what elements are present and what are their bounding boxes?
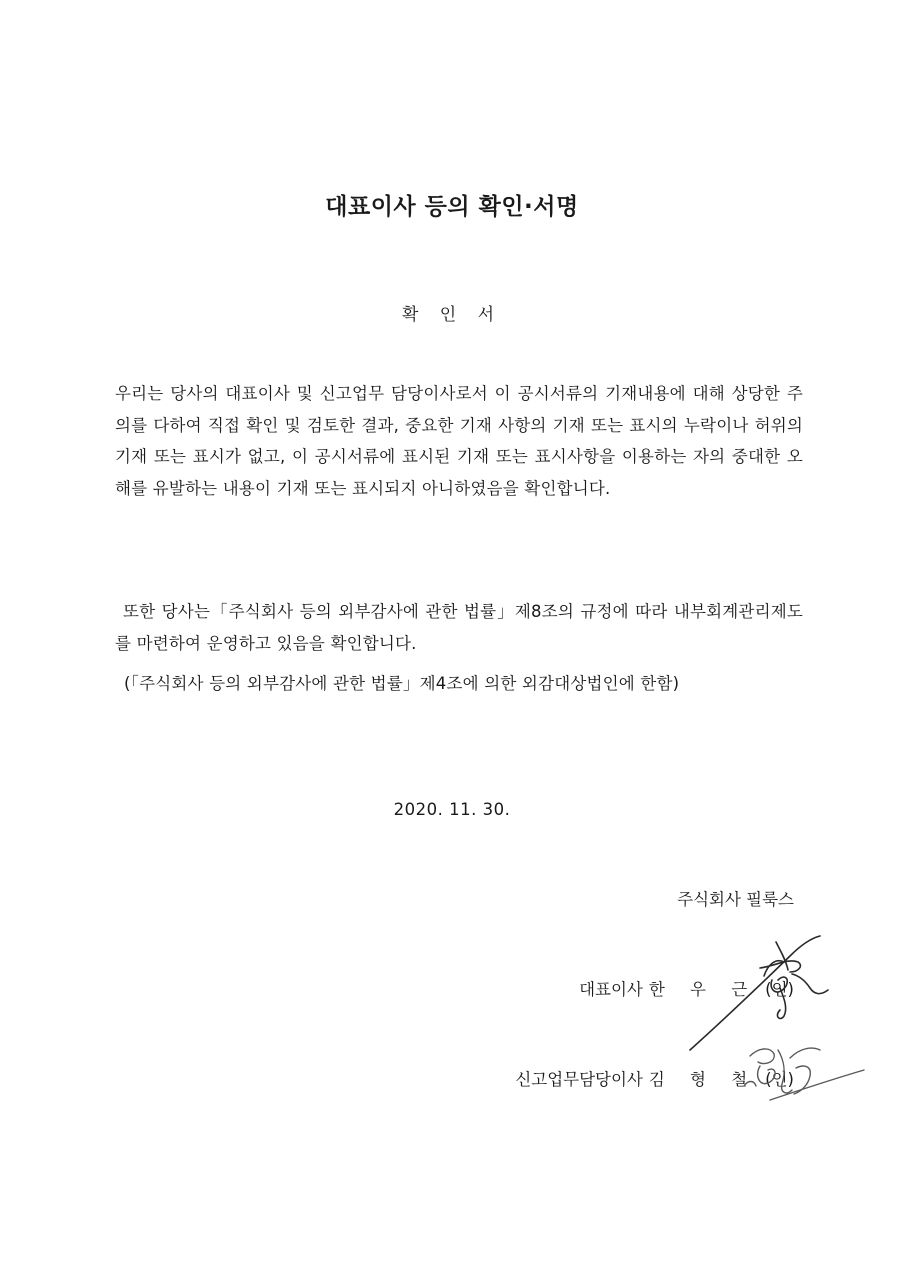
document-title: 대표이사 등의 확인·서명 <box>325 194 579 220</box>
confirmation-paragraph: 우리는 당사의 대표이사 및 신고업무 담당이사로서 이 공시서류의 기재내용에 대해 상당한 주의를 다하여 직접 확인 및 검토한 결과, 중요한 기재 사항의 기재 또는 표시의 누락이나 허위의 기재 또는 표시가 없고, 이 공시서류에 표시된 기재 또는 표시사항을 이용하는 자의 중대한 오해를 유발하는 내용이 기재 또는 표시되지 아니하였음을 확인합니다. <box>115 384 803 498</box>
internal-control-paragraph: 또한 당사는「주식회사 등의 외부감사에 관한 법률」제8조의 규정에 따라 내부회계관리제도를 마련하여 운영하고 있음을 확인합니다. <box>115 602 803 653</box>
officer-seal: (인) <box>765 1070 794 1089</box>
document-date: 2020. 11. 30. <box>393 800 511 819</box>
document-subtitle: 확 인 서 <box>401 305 503 325</box>
company-name: 주식회사 필룩스 <box>677 890 794 909</box>
ceo-signature-line <box>579 976 794 1000</box>
officer-role: 신고업무담당이사 <box>515 1070 643 1089</box>
ceo-seal: (인) <box>765 980 794 999</box>
ceo-role: 대표이사 <box>579 980 643 999</box>
officer-name: 김 형 철 <box>648 1070 758 1089</box>
disclosure-officer-signature-line <box>515 1066 794 1090</box>
ceo-name: 한 우 근 <box>648 980 758 999</box>
scope-note: (「주식회사 등의 외부감사에 관한 법률」제4조에 의한 외감대상법인에 한함) <box>124 674 680 693</box>
